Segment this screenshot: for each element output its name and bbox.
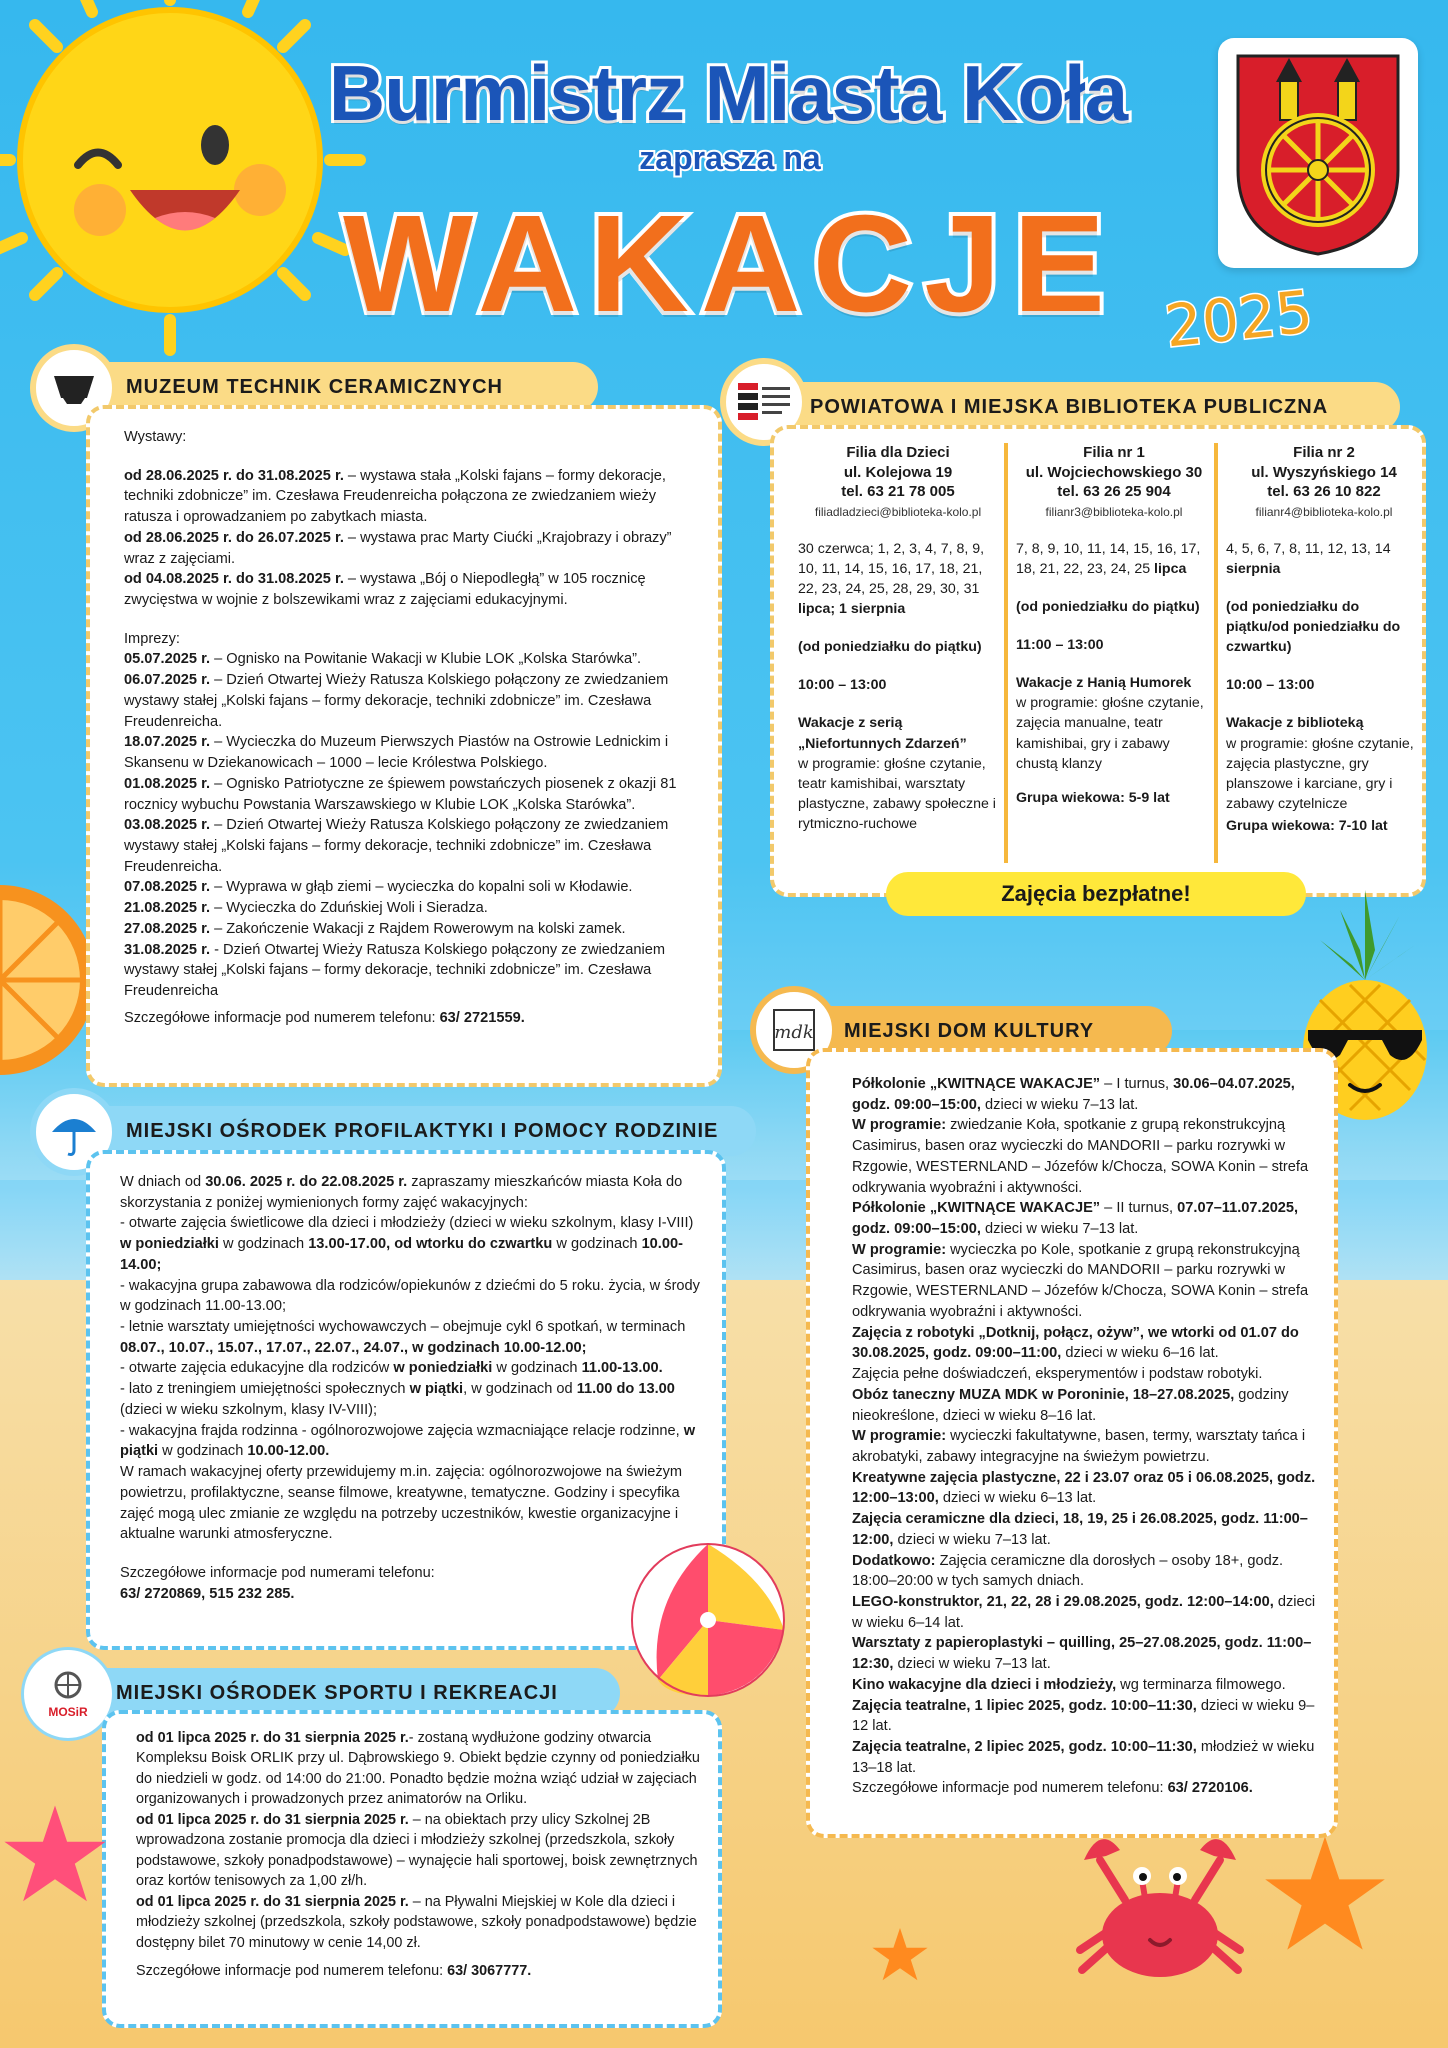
mdk-paragraph: Obóz taneczny MUZA MDK w Poroninie, 18–27.08.2025, godziny nieokreślone, dzieci w wieku 8–16 lat.: [852, 1386, 1289, 1424]
event-item-text: – Wyprawa w głąb ziemi – wycieczka do kopalni soli w Kłodawie.: [210, 879, 633, 896]
mopr-paragraph: W ramach wakacyjnej oferty przewidujemy m.in. zajęcia: ogólnorozwojowe na świeżym powietrzu, profilaktyczne, seanse filmowe, kreatywne, tematyczne. Godziny i specyfika zajęć mogą ulec zmianie ze względu na potrzeby uczestników, kwestie organizacyjne i aktualne warunki atmosferyczne.: [120, 1464, 683, 1543]
event-item-date: 27.08.2025 r.: [124, 920, 211, 937]
main-title: Burmistrz Miasta Koła: [328, 49, 1128, 137]
coat-of-arms-icon: [1232, 50, 1404, 258]
event-item: [124, 732, 694, 773]
branch-phone: tel. 63 26 10 822: [1267, 483, 1381, 500]
branch-email: filianr4@biblioteka-kolo.pl: [1255, 504, 1393, 519]
event-item: [124, 919, 694, 940]
umbrella-icon: [48, 1106, 100, 1158]
mdk-paragraph: Zajęcia teatralne, 2 lipiec 2025, godz. 10:00–11:30, młodzież w wieku 13–18 lat.: [852, 1739, 1315, 1776]
svg-text:mdk: mdk: [774, 1022, 814, 1043]
mdk-paragraph: Zajęcia ceramiczne dla dzieci, 18, 19, 25 i 26.08.2025, godz. 11:00–12:00, dzieci w wieku 7–13 lat.: [852, 1511, 1308, 1548]
branch-email: filiadladzieci@biblioteka-kolo.pl: [814, 504, 982, 519]
event-item-text: – Zakończenie Wakacji z Rajdem Rowerowym na kolski zamek.: [210, 920, 626, 937]
event-item: [124, 940, 694, 1002]
branch-age: Grupa wiekowa: 5-9 lat: [1016, 789, 1170, 806]
branch-name: Filia dla Dzieci: [846, 444, 950, 461]
museum-panel: [86, 405, 722, 1087]
beach-ball-icon: [628, 1540, 788, 1700]
exhibition-item-text: – wystawa prac Marty Ciućki „Krajobrazy i obrazy” wraz z zajęciami.: [124, 529, 672, 567]
branch-program-text: w programie: głośne czytanie, zajęcia manualne, teatr kamishibai, gry i zabawy chustą klanzy: [1016, 695, 1204, 772]
exhibitions-list: [124, 466, 694, 611]
mopr-paragraph: - otwarte zajęcia edukacyjne dla rodziców w poniedziałki w godzinach 11.00-13.00.: [120, 1360, 663, 1377]
column-divider: [1004, 443, 1008, 863]
event-item-text: – Wycieczka do Muzeum Pierwszych Piastów na Ostrowie Lednickim i Skansenu w Dziekanowicach – 1000 – lecie Królestwa Polskiego.: [124, 734, 669, 772]
mdk-paragraph: Zajęcia pełne doświadczeń, eksperymentów i podstaw robotyki.: [852, 1366, 1263, 1383]
mopr-header: [80, 1106, 756, 1156]
mdk-paragraph: W programie: wycieczka po Kole, spotkanie z grupą rekonstrukcyjną Casimirus, basen oraz wycieczki do MANDORII – parku rozrywki w Rzgowie, WESTERNLAND – Józefów k/Chocza, SOWA Konin – strefa odkrywania wyobraźni i aktywności.: [852, 1241, 1309, 1320]
branch-street: ul. Wojciechowskiego 30: [1025, 463, 1203, 481]
mosir-body: [136, 1728, 700, 1953]
branch-days: (od poniedziałku do piątku): [1016, 598, 1200, 615]
branch-dates-month: sierpnia: [1226, 560, 1281, 577]
branch-dates: [798, 539, 998, 620]
exhibition-item-date: od 28.06.2025 r. do 26.07.2025 r.: [124, 529, 344, 546]
branch-dates-month: lipca: [798, 601, 831, 617]
mdk-paragraph: Warsztaty z papieroplastyki – quilling, 25–27.08.2025, godz. 11:00–12:30, dzieci w wieku 7–13 lat.: [852, 1635, 1312, 1673]
mdk-icon: [770, 1006, 818, 1054]
branch-header: [1016, 443, 1212, 502]
mosir-phone: 63/ 3067777.: [447, 1962, 532, 1979]
branch-program-text: w programie: głośne czytanie, zajęcia plastyczne, gry planszowe i karciane, gry i zabawy czytelnicze: [1226, 735, 1414, 813]
event-item: [124, 877, 694, 898]
mdk-paragraph: Półkolonie „KWITNĄCE WAKACJE” – I turnus, 30.06–04.07.2025, godz. 09:00–15:00, dzieci w wieku 7–13 lat.: [852, 1076, 1295, 1113]
mopr-contact-label: Szczegółowe informacje pod numerami telefonu:: [120, 1564, 435, 1581]
branch-dates-days: 30 czerwca; 1, 2, 3, 4, 7, 8, 9, 10, 11, 14, 15, 16, 17, 18, 21, 22, 23, 24, 25, 28, 29, 30, 31: [798, 540, 985, 597]
branch-dates: [1016, 539, 1212, 579]
branch-phone: tel. 63 26 25 904: [1057, 483, 1171, 500]
exhibition-item: [124, 569, 694, 610]
mdk-paragraph: LEGO-konstruktor, 21, 22, 28 i 29.08.2025, godz. 12:00–14:00, dzieci w wieku 6–14 lat.: [852, 1593, 1316, 1631]
books-icon: [736, 377, 792, 427]
mdk-paragraph: Kino wakacyjne dla dzieci i młodzieży, wg terminarza filmowego.: [852, 1676, 1286, 1693]
event-item: [124, 649, 694, 670]
events-label: Imprezy:: [124, 630, 180, 647]
mdk-paragraph: W programie: zwiedzanie Koła, spotkanie z grupą rekonstrukcyjną Casimirus, basen oraz wycieczki do MANDORII – parku rozrywki w Rzgowie, WESTERNLAND – Józefów k/Chocza, SOWA Konin – strefa odkrywania wyobraźni i aktywności.: [852, 1117, 1309, 1196]
crab-icon: [1070, 1820, 1250, 1990]
mosir-wheel-icon: [50, 1670, 86, 1700]
branch-program-title: Wakacje z Hanią Humorek: [1016, 675, 1192, 692]
mdk-paragraph: Zajęcia z robotyki „Dotknij, połącz, ożyw”, we wtorki od 01.07 do 30.08.2025, godz. 09:00–11:00, dzieci w wieku 6–16 lat.: [852, 1324, 1299, 1362]
branch-program-title: Wakacje z serią „Niefortunnych Zdarzeń”: [798, 715, 967, 752]
branch-dates-extra: ; 1 sierpnia: [830, 601, 906, 617]
event-item-text: – Dzień Otwartej Wieży Ratusza Kolskiego połączony ze zwiedzaniem wystawy stałej „Kolski fajans – formy dekoracje, techniki zdobnicze” im. Czesława Freudenreicha.: [124, 817, 669, 875]
exhibitions-label: Wystawy:: [124, 429, 187, 445]
mdk-body: [852, 1074, 1316, 1778]
mopr-body: [120, 1172, 700, 1545]
mopr-title: MIEJSKI OŚRODEK PROFILAKTYKI I POMOCY RODZINIE: [126, 1119, 719, 1142]
mopr-paragraph: - letnie warsztaty umiejętności wychowawczych – obejmuje cykl 6 spotkań, w terminach 08.07., 10.07., 15.07., 17.07., 22.07., 24.07., w godzinach 10.00-12.00;: [120, 1319, 686, 1356]
event-item-date: 18.07.2025 r.: [124, 734, 211, 751]
mosir-paragraph: od 01 lipca 2025 r. do 31 sierpnia 2025 r. – na Pływalni Miejskiej w Kole dla dzieci i młodzieży szkolnej (przedszkola, szkoły podstawowe, szkoły ponadpodstawowe) będzie dostępny bilet 70 minutowy w cenie 14,00 zł.: [136, 1893, 697, 1951]
mopr-paragraph: - lato z treningiem umiejętności społecznych w piątki, w godzinach od 11.00 do 13.00 (dzieci w wieku szkolnym, klasy IV-VIII);: [120, 1381, 675, 1418]
event-item-text: – Ognisko na Powitanie Wakacji w Klubie LOK „Kolska Starówka”.: [210, 651, 642, 668]
mdk-paragraph: W programie: wycieczki fakultatywne, basen, termy, warsztaty tańca i akrobatyki, zabawy integracyjne na świeżym powietrzu.: [852, 1428, 1306, 1465]
event-item-date: 31.08.2025 r.: [124, 941, 211, 958]
exhibition-item: [124, 466, 694, 528]
branch-program-title: Wakacje z biblioteką: [1226, 715, 1364, 732]
branch-age: Grupa wiekowa: 7-10 lat: [1226, 818, 1388, 835]
mdk-paragraph: Kreatywne zajęcia plastyczne, 22 i 23.07 oraz 05 i 06.08.2025, godz. 12:00–13:00, dzieci w wieku 6–13 lat.: [852, 1469, 1316, 1507]
subtitle: zaprasza na: [639, 140, 821, 176]
mdk-paragraph: Dodatkowo: Zajęcia ceramiczne dla dorosłych – osoby 18+, godz. 18:00–20:00 w tych samych dniach.: [852, 1552, 1284, 1590]
branch-dates-days: 4, 5, 6, 7, 8, 11, 12, 13, 14: [1226, 540, 1391, 557]
branch-phone: tel. 63 21 78 005: [841, 483, 955, 500]
library-title: POWIATOWA I MIEJSKA BIBLIOTEKA PUBLICZNA: [810, 395, 1329, 418]
event-item-date: 03.08.2025 r.: [124, 817, 211, 834]
branch-street: ul. Kolejowa 19: [843, 463, 953, 481]
vase-icon: [49, 368, 99, 408]
exhibition-item-date: od 28.06.2025 r. do 31.08.2025 r.: [124, 467, 344, 484]
library-column-branch2: [1226, 443, 1422, 879]
starfish-icon: [0, 1800, 110, 1910]
museum-contact: Szczegółowe informacje pod numerem telefonu: 63/ 2721559.: [124, 1009, 525, 1026]
events-list: [124, 649, 694, 1001]
mopr-paragraph: - wakacyjna grupa zabawowa dla rodziców/opiekunów z dziećmi do 5 roku. życia, w środy w godzinach 11.00-13.00;: [120, 1277, 700, 1315]
mopr-paragraph: - otwarte zajęcia świetlicowe dla dzieci i młodzieży (dzieci w wieku szkolnym, klasy I-VIII) w poniedziałki w godzinach 13.00-17.00, od wtorku do czwartku w godzinach 10.00-14.00;: [120, 1215, 694, 1273]
event-item-text: – Ognisko Patriotyczne ze śpiewem powstańczych piosenek z okazji 81 rocznicy wybuchu Powstania Warszawskiego w Klubie LOK „Kolska Starówka”.: [124, 775, 677, 813]
mopr-paragraph: - wakacyjna frajda rodzinna - ogólnorozwojowe zajęcia wzmacniające relacje rodzinne, w piątki w godzinach 10.00-12.00.: [120, 1422, 696, 1460]
mopr-paragraph: W dniach od 30.06. 2025 r. do 22.08.2025 r. zapraszamy mieszkańców miasta Koła do skorzystania z poniżej wymienionych formy zajęć wakacyjnych:: [120, 1174, 683, 1211]
column-divider: [1214, 443, 1218, 863]
library-column-branch1: [1016, 443, 1212, 879]
branch-dates: [1226, 539, 1422, 579]
mosir-contact: Szczegółowe informacje pod numerem telefonu: 63/ 3067777.: [136, 1962, 532, 1979]
museum-phone: 63/ 2721559.: [439, 1009, 525, 1026]
event-item: [124, 670, 694, 732]
event-item-text: - Dzień Otwartej Wieży Ratusza Kolskiego połączony ze zwiedzaniem wystawy stałej „Kolski fajans – formy dekoracje, techniki zdobnicze” im. Czesława Freudenreicha: [124, 941, 666, 999]
event-item-date: 06.07.2025 r.: [124, 672, 211, 689]
mosir-paragraph: od 01 lipca 2025 r. do 31 sierpnia 2025 r. – na obiektach przy ulicy Szkolnej 2B wprowadzona zostanie promocja dla dzieci i młodzieży szkolnej (przedszkola, szkoły podstawowe, szkoły ponadpodstawowe) – wynajęcie hali sportowej, boisk zewnętrznych oraz kortów tenisowych za 1,00 zł/h.: [136, 1811, 698, 1890]
starfish-icon: [870, 1925, 930, 1985]
branch-email: filianr3@biblioteka-kolo.pl: [1045, 504, 1183, 519]
library-panel: [770, 425, 1426, 897]
starfish-icon: [1260, 1830, 1390, 1960]
event-item: [124, 898, 694, 919]
branch-hours: 10:00 – 13:00: [798, 677, 887, 694]
event-item-date: 21.08.2025 r.: [124, 900, 211, 917]
museum-title: MUZEUM TECHNIK CERAMICZNYCH: [126, 375, 503, 398]
mosir-panel: [102, 1710, 722, 2028]
branch-hours: 10:00 – 13:00: [1226, 677, 1315, 694]
branch-days: (od poniedziałku do piątku/od poniedziałku do czwartku): [1226, 598, 1401, 656]
exhibition-item-date: od 04.08.2025 r. do 31.08.2025 r.: [124, 571, 344, 588]
free-label: Zajęcia bezpłatne!: [1001, 881, 1191, 906]
branch-program: [1226, 713, 1422, 814]
mosir-title: MIEJSKI OŚRODEK SPORTU I REKREACJI: [116, 1681, 558, 1704]
mdk-title: MIEJSKI DOM KULTURY: [844, 1019, 1095, 1042]
year-label: 2025: [1161, 277, 1316, 361]
branch-program: [1016, 673, 1212, 774]
branch-dates-days: 7, 8, 9, 10, 11, 14, 15, 16, 17, 18, 21, 22, 23, 24, 25: [1016, 540, 1201, 577]
branch-header: [1226, 443, 1422, 502]
mdk-paragraph: Zajęcia teatralne, 1 lipiec 2025, godz. 10:00–11:30, dzieci w wieku 9–12 lat.: [852, 1697, 1315, 1735]
mosir-paragraph: od 01 lipca 2025 r. do 31 sierpnia 2025 r.- zostaną wydłużone godziny otwarcia Kompleksu Boisk ORLIK przy ul. Dąbrowskiego 9. Obiekt będzie czynny od poniedziałku do niedzieli w godz. od 14:00 do 21:00. Ponadto będzie można wziąć udział w zajęciach organizowanych i prowadzonych przez animatorów na Orliku.: [136, 1730, 700, 1808]
mdk-phone: 63/ 2720106.: [1167, 1780, 1253, 1797]
library-column-children: [798, 443, 998, 879]
branch-name: Filia nr 2: [1293, 444, 1355, 461]
branch-days: (od poniedziałku do piątku): [798, 639, 982, 656]
exhibition-item-text: – wystawa stała „Kolski fajans – formy dekoracje, techniki zdobnicze” im. Czesława Freudenreicha połączona ze zwiedzaniem wieży ratusza i oprowadzaniem po zabytkach miasta.: [124, 467, 666, 526]
branch-street: ul. Wyszyńskiego 14: [1251, 463, 1397, 481]
event-item-text: – Wycieczka do Zduńskiej Woli i Sieradza.: [210, 900, 488, 917]
mopr-phone: 63/ 2720869, 515 232 285.: [120, 1585, 295, 1602]
mosir-logo-text: MOSiR: [48, 1704, 88, 1719]
branch-hours: 11:00 – 13:00: [1016, 637, 1104, 653]
mdk-panel: [806, 1048, 1338, 1838]
event-item-date: 01.08.2025 r.: [124, 775, 211, 792]
exhibition-item-text: – wystawa „Bój o Niepodległą” w 105 rocznicę zwycięstwa w wojnie z bolszewikami wraz z zajęciami edukacyjnymi.: [124, 571, 646, 609]
event-item-text: – Dzień Otwartej Wieży Ratusza Kolskiego połączony ze zwiedzaniem wystawy stałej „Kolski fajans – formy dekoracje, techniki zdobnicze” im. Czesława Freudenreicha.: [124, 672, 669, 730]
branch-name: Filia nr 1: [1083, 444, 1145, 461]
branch-dates-month: lipca: [1154, 560, 1187, 577]
event-item-date: 05.07.2025 r.: [124, 651, 211, 668]
mdk-paragraph: Półkolonie „KWITNĄCE WAKACJE” – II turnus, 07.07–11.07.2025, godz. 09:00–15:00, dzieci w wieku 7–13 lat.: [852, 1200, 1299, 1238]
mosir-logo: [24, 1650, 112, 1738]
free-badge: [886, 872, 1306, 916]
mdk-contact: Szczegółowe informacje pod numerem telefonu: 63/ 2720106.: [852, 1780, 1253, 1797]
wakacje-title: WAKACJE: [342, 187, 1118, 341]
exhibition-item: [124, 528, 694, 569]
branch-program: [798, 713, 998, 834]
event-item: [124, 815, 694, 877]
event-item: [124, 774, 694, 815]
branch-header: [798, 443, 998, 502]
branch-program-text: w programie: głośne czytanie, teatr kamishibai, warsztaty plastyczne, zabawy społeczne i rytmiczno-ruchowe: [798, 755, 996, 833]
event-item-date: 07.08.2025 r.: [124, 879, 211, 896]
